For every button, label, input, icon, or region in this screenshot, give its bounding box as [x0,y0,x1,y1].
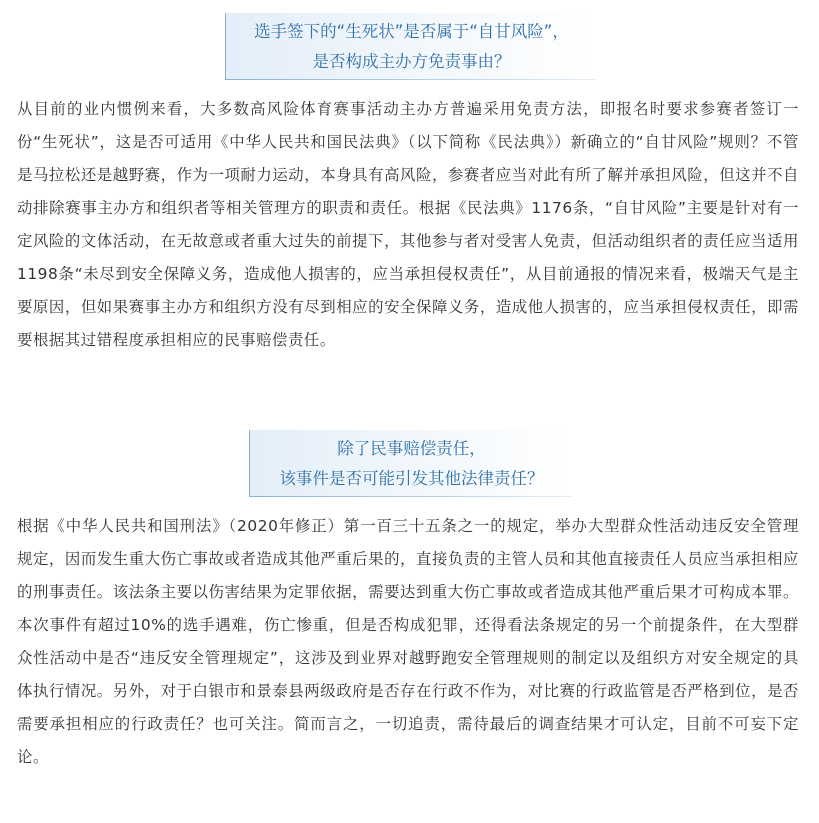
question-heading-liability-waiver [225,13,597,80]
question-heading-line: 除了民事赔偿责任， [337,439,486,458]
question-heading-line: 选手签下的“生死状”是否属于“自甘风险”， [254,22,569,41]
question-heading-other-liability [249,430,573,497]
question-heading-line: 该事件是否可能引发其他法律责任？ [279,469,544,488]
question-heading-line: 是否构成主办方免责事由？ [312,52,511,71]
body-paragraph-criminal-liability: 根据《中华人民共和国刑法》（2020年修正）第一百三十五条之一的规定，举办大型群众性活动违反安全管理规定，因而发生重大伤亡事故或者造成其他严重后果的，直接负责的主管人员和其他直接责任人员应当承担相应的刑事责任。该法条主要以伤害结果为定罪依据，需要达到重大伤亡事故或者造成其他严重后果才可构成本罪。本次事件有超过10%的选手遇难，伤亡惨重，但是否构成犯罪，还得看法条规定的另一个前提条件，在大型群众性活动中是否“违反安全管理规定”，这涉及到业界对越野跑安全管理规则的制定以及组织方对安全规定的具体执行情况。另外，对于白银市和景泰县两级政府是否存在行政不作为，对比赛的行政监管是否严格到位，是否需要承担相应的行政责任？也可关注。简而言之，一切追责，需待最后的调查结果才可认定，目前不可妄下定论。 [17,517,799,766]
body-paragraph-civil-liability: 从目前的业内惯例来看，大多数高风险体育赛事活动主办方普遍采用免责方法，即报名时要求参赛者签订一份“生死状”，这是否可适用《中华人民共和国民法典》（以下简称《民法典》）新确立的“自甘风险”规则？不管是马拉松还是越野赛，作为一项耐力运动，本身具有高风险，参赛者应当对此有所了解并承担风险，但这并不自动排除赛事主办方和组织者等相关管理方的职责和责任。根据《民法典》1176条，“自甘风险”主要是针对有一定风险的文体活动，在无故意或者重大过失的前提下，其他参与者对受害人免责，但活动组织者的责任应当适用1198条“未尽到安全保障义务，造成他人损害的，应当承担侵权责任”，从目前通报的情况来看，极端天气是主要原因，但如果赛事主办方和组织方没有尽到相应的安全保障义务，造成他人损害的，应当承担侵权责任，即需要根据其过错程度承担相应的民事赔偿责任。 [17,100,799,349]
